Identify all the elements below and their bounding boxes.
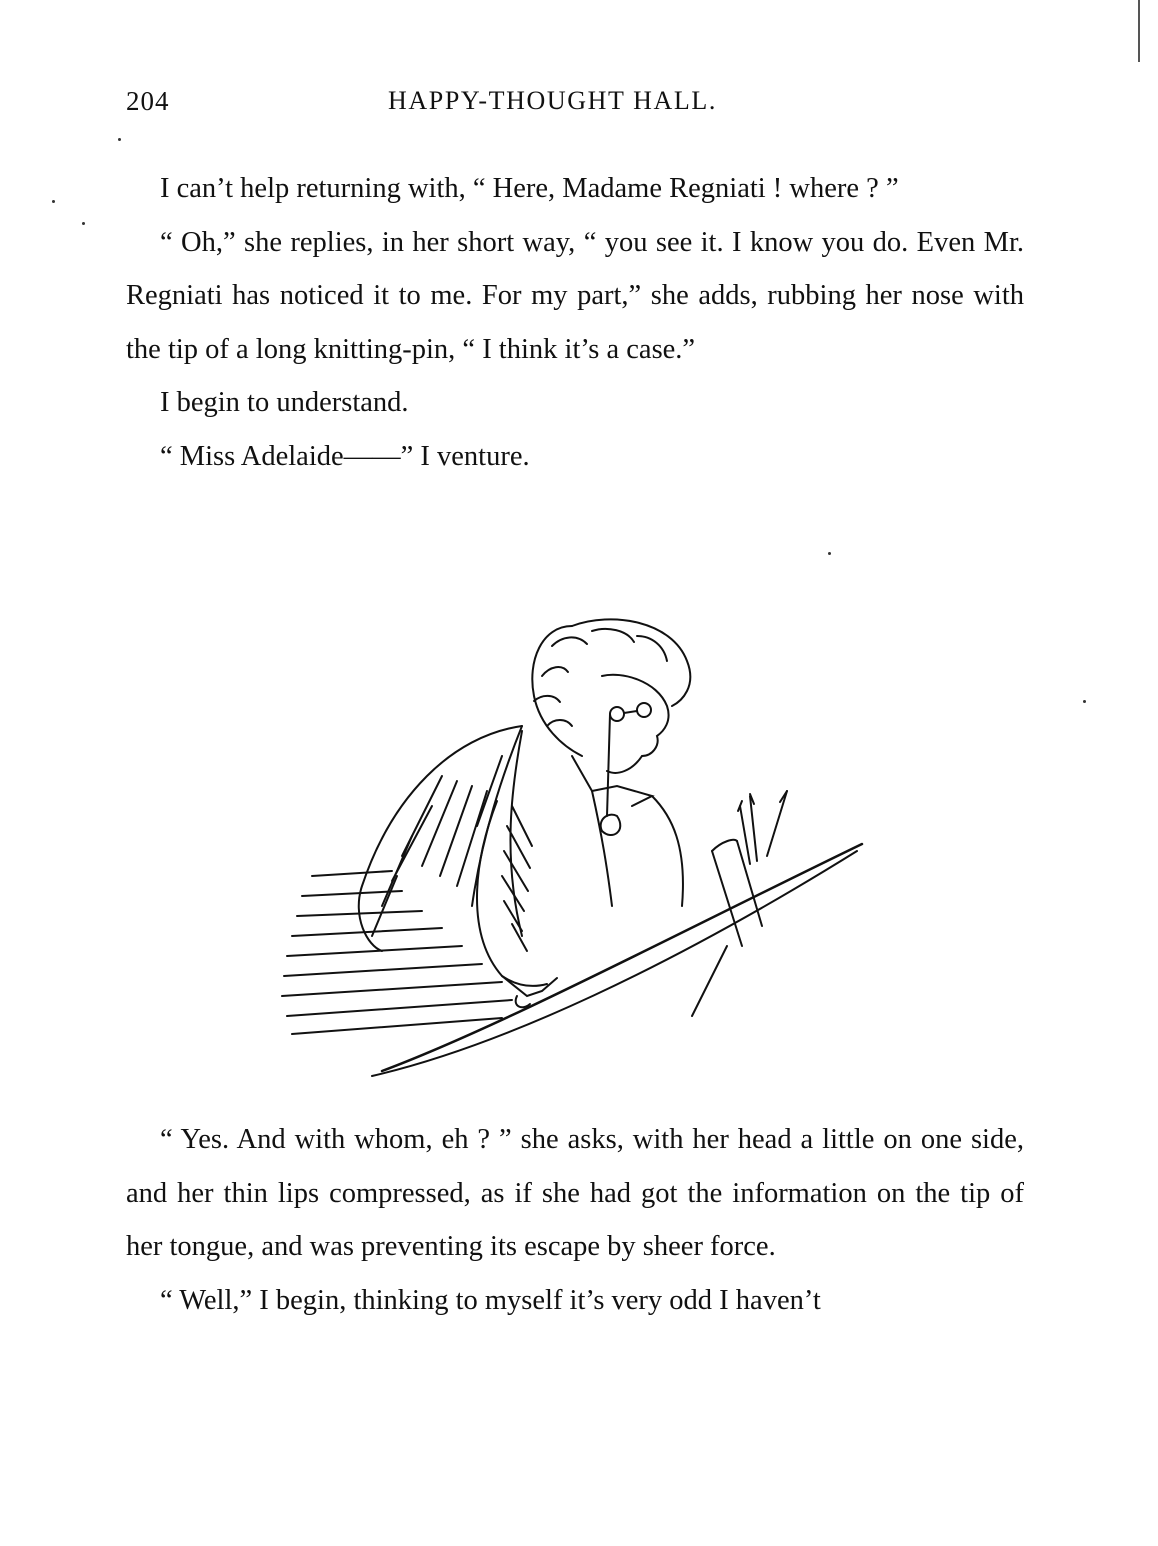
- page-edge-mark: [1138, 0, 1140, 62]
- print-speck: [82, 222, 85, 225]
- running-title: HAPPY-THOUGHT HALL.: [388, 86, 717, 115]
- paragraph: “ Yes. And with whom, eh ? ” she asks, with her head a little on one side, and her thin lips compressed, as if she had got the information on the tip of her tongue, and was preventing its escape by sheer force.: [126, 1124, 1024, 1262]
- print-speck: [1083, 700, 1086, 703]
- print-speck: [828, 552, 831, 555]
- running-head: [126, 86, 1026, 126]
- paragraph: “ Oh,” she replies, in her short way, “ you see it. I know you do. Even Mr. Regniati has noticed it to me. For my part,” she adds, rubbing her nose with the tip of a long knitting-pin, “ I think it’s a case.”: [126, 226, 1024, 365]
- page-number: 204: [126, 86, 170, 116]
- cupid-illustration: [272, 606, 872, 1086]
- print-speck: [118, 138, 121, 141]
- paragraph: “ Well,” I begin, thinking to myself it’s very odd I haven’t: [160, 1284, 821, 1316]
- text-block-top: [126, 162, 1024, 483]
- paragraph: I can’t help returning with, “ Here, Madame Regniati ! where ? ”: [160, 173, 899, 204]
- text-block-bottom: [126, 1113, 1024, 1327]
- paragraph: “ Miss Adelaide——” I venture.: [160, 440, 530, 472]
- paragraph: I begin to understand.: [160, 387, 409, 418]
- illustration-drawing: [272, 606, 872, 1086]
- print-speck: [52, 200, 55, 203]
